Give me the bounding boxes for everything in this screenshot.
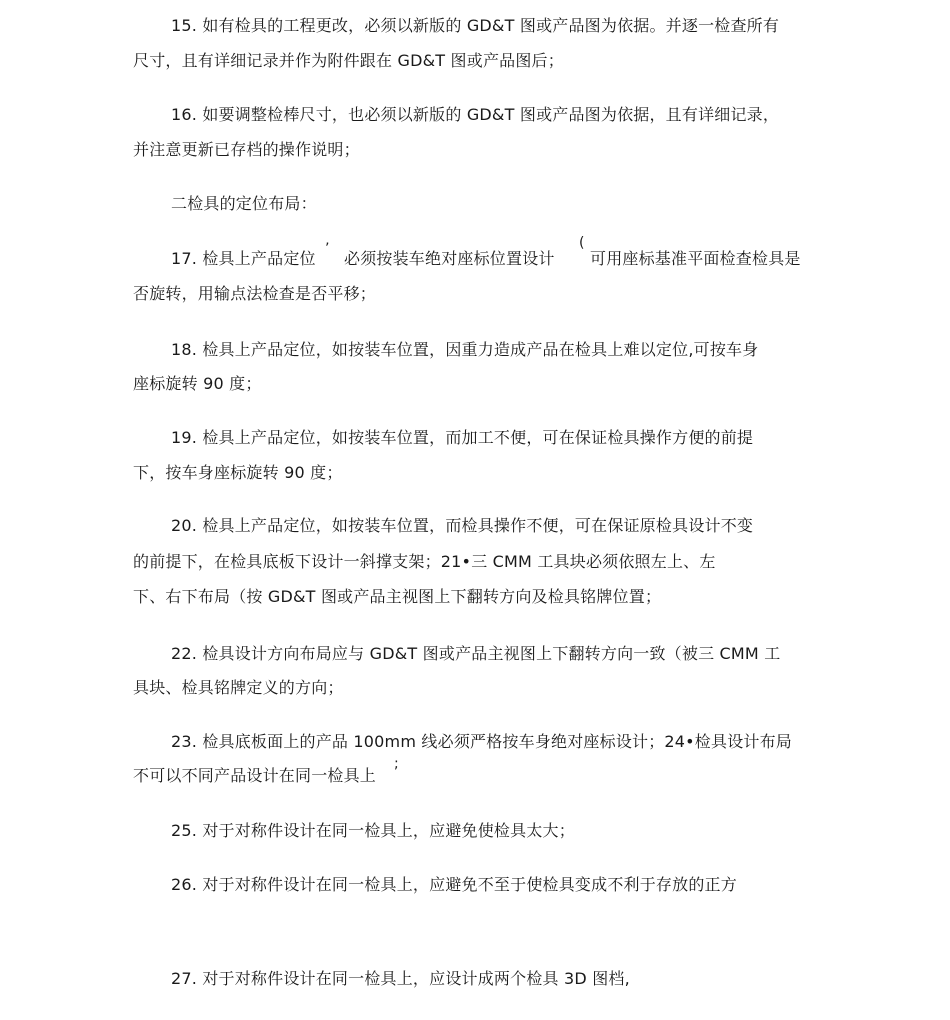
text-line: 26. 对于对称件设计在同一检具上，应避免不至于使检具变成不利于存放的正方: [171, 875, 737, 894]
text-line: 不可以不同产品设计在同一检具上: [133, 766, 377, 785]
text-line: 的前提下，在检具底板下设计一斜撑支架；21•三 CMM 工具块必须依照左上、左: [133, 552, 716, 571]
text-line: 尺寸，且有详细记录并作为附件跟在 GD&T 图或产品图后；: [133, 51, 564, 70]
text-line: 必须按装车绝对座标位置设计: [344, 249, 555, 268]
text-line: 下、右下布局（按 GD&T 图或产品主视图上下翻转方向及检具铭牌位置；: [133, 587, 662, 606]
text-line: 15. 如有检具的工程更改，必须以新版的 GD&T 图或产品图为依据。并逐一检查所有: [171, 16, 780, 35]
text-line: 并注意更新已存档的操作说明；: [133, 140, 360, 159]
text-line: 18. 检具上产品定位，如按装车位置，因重力造成产品在检具上难以定位,可按车身: [171, 340, 759, 359]
text-line: 23. 检具底板面上的产品 100mm 线必须严格按车身绝对座标设计；24•检具设计布局: [171, 732, 793, 751]
text-line: 20. 检具上产品定位，如按装车位置，而检具操作不便，可在保证原检具设计不变: [171, 516, 754, 535]
text-line: 22. 检具设计方向布局应与 GD&T 图或产品主视图上下翻转方向一致（被三 CMM 工: [171, 644, 781, 663]
text-line: 座标旋转 90 度；: [133, 374, 262, 393]
text-line: 16. 如要调整检棒尺寸，也必须以新版的 GD&T 图或产品图为依据，且有详细记录，: [171, 105, 780, 124]
semicolon-mark: ;: [394, 756, 399, 772]
text-line: 具块、检具铭牌定义的方向；: [133, 678, 344, 697]
text-line: 可用座标基准平面检查检具是: [590, 249, 801, 268]
text-line: 27. 对于对称件设计在同一检具上，应设计成两个检具 3D 图档,: [171, 969, 630, 988]
text-line: 19. 检具上产品定位，如按装车位置，而加工不便，可在保证检具操作方便的前提: [171, 428, 754, 447]
text-line: 下，按车身座标旋转 90 度；: [133, 463, 343, 482]
paren-mark: (: [579, 235, 585, 251]
apostrophe-mark: ’: [325, 241, 330, 257]
text-line: 17. 检具上产品定位: [171, 249, 316, 268]
text-line: 25. 对于对称件设计在同一检具上，应避免使检具太大；: [171, 821, 575, 840]
section-heading: 二检具的定位布局：: [171, 194, 317, 213]
text-line: 否旋转，用输点法检查是否平移；: [133, 284, 377, 303]
